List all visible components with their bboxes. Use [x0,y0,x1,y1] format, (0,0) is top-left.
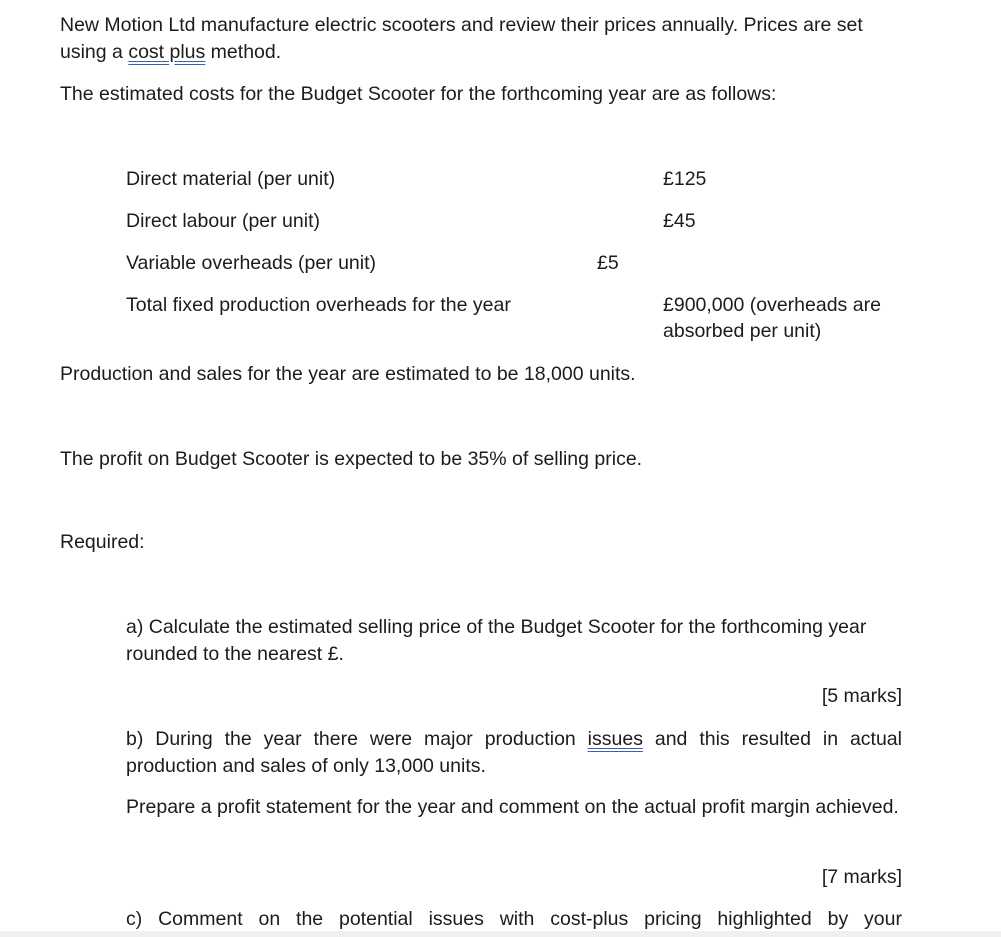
production-note: Production and sales for the year are estimated to be 18,000 units. [60,363,636,385]
cost-plus-spelling-flag[interactable]: cost plus [128,41,206,63]
question-a-line-1: a) Calculate the estimated selling price of the Budget Scooter for the forthcoming year [126,616,867,638]
intro-line-1: New Motion Ltd manufacture electric scooters and review their prices annually. Prices are set [60,14,863,36]
question-b-prefix: b) During the year there were major production [126,728,588,750]
intro-paragraph [60,12,920,66]
cost-label-direct-labour: Direct labour (per unit) [126,210,320,232]
cost-value-fixed-overheads-line-1: £900,000 (overheads are [663,294,881,316]
cost-label-direct-material: Direct material (per unit) [126,168,336,190]
cost-label-variable-overheads: Variable overheads (per unit) [126,252,377,274]
cost-value-direct-material: £125 [663,168,707,190]
cost-value-fixed-overheads-line-2: absorbed per unit) [663,320,822,342]
cost-label-fixed-overheads: Total fixed production overheads for the year [126,294,511,316]
question-a-marks: [5 marks] [821,685,902,707]
intro-line-2-prefix: using a [60,41,129,63]
question-b-text [126,726,902,780]
cost-value-direct-labour: £45 [663,210,696,232]
issues-grammar-flag[interactable]: issues [587,728,643,750]
profit-note: The profit on Budget Scooter is expected to be 35% of selling price. [60,448,643,470]
page-bottom-edge [0,931,1001,937]
question-b-text-2: Prepare a profit statement for the year and comment on the actual profit margin achieved. [126,796,899,818]
intro-line-2-suffix: method. [205,41,282,63]
question-c-text: c) Comment on the potential issues with cost-plus pricing highlighted by your [126,908,902,930]
cost-value-variable-overheads: £5 [597,252,619,274]
question-b-suffix: and this resulted in actual production and sales of only 13,000 units. [126,728,902,777]
question-a-text [126,614,926,668]
question-a-line-2: rounded to the nearest £. [126,643,344,665]
required-label: Required: [60,531,145,553]
question-b-marks: [7 marks] [821,866,902,888]
estimated-costs-intro: The estimated costs for the Budget Scooter for the forthcoming year are as follows: [60,83,777,105]
